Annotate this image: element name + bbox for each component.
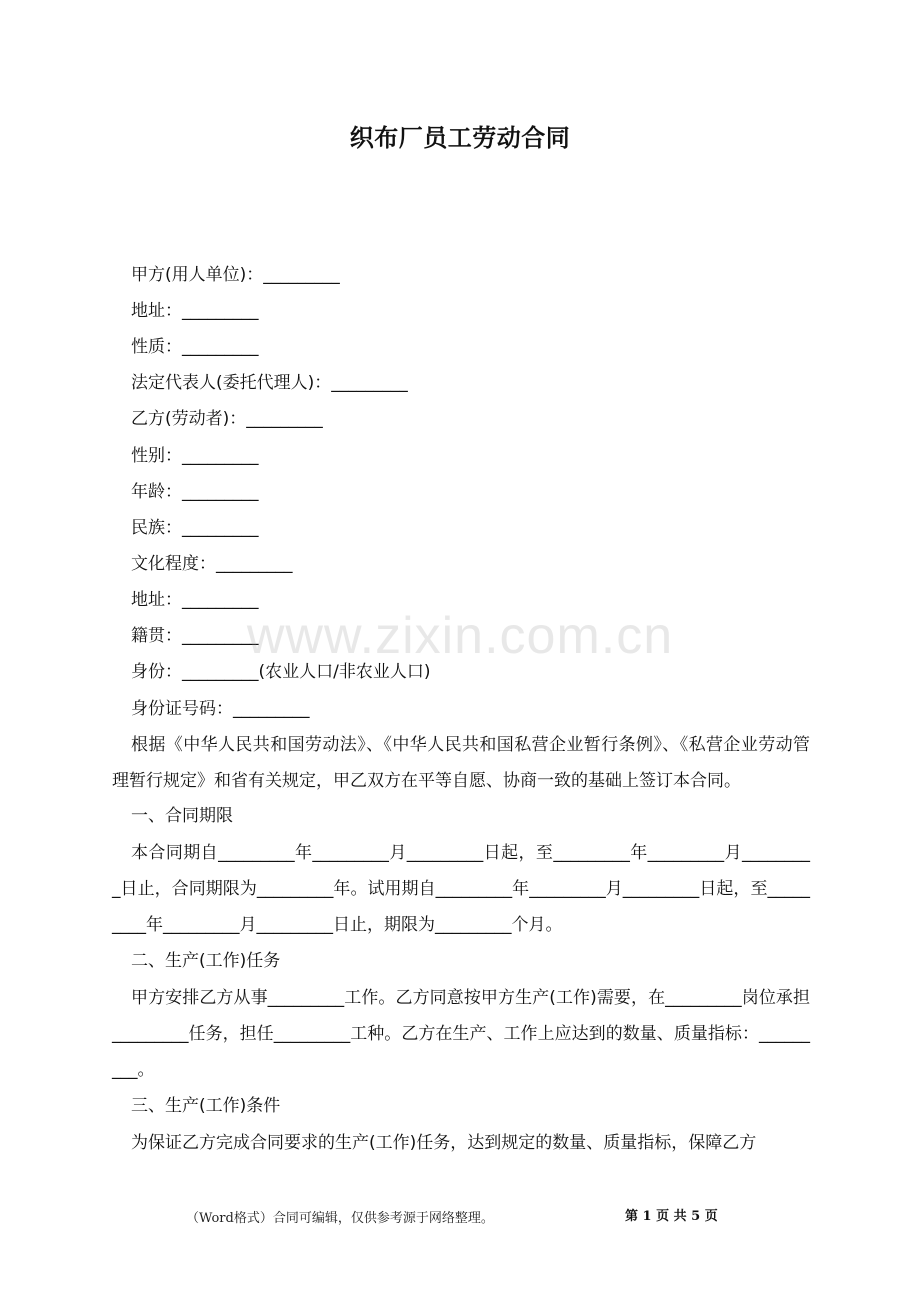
watermark: www.zixin.com.cn — [246, 607, 674, 665]
field-address-b: 地址：_________ — [131, 590, 259, 610]
field-party-a: 甲方(用人单位)：_________ — [131, 265, 340, 285]
preamble-paragraph: 根据《中华人民共和国劳动法》、《中华人民共和国私营企业暂行条例》、《私营企业劳动管理暂行规定》和省有关规定，甲乙双方在平等自愿、协商一致的基础上签订本合同。 — [112, 735, 810, 791]
field-party-b: 乙方(劳动者)：_________ — [131, 409, 323, 429]
section-1-body: 本合同期自_________年_________月_________日起，至_________年_________月_________日止，合同期限为_________年。试用期自_________年_________月_________日起，至_________年_________月_________日止，期限为_________个月。 — [112, 843, 810, 935]
field-id-number: 身份证号码：_________ — [131, 699, 310, 719]
page-number: 第 1 页 共 5 页 — [625, 1209, 718, 1224]
field-native-place: 籍贯：_________ — [131, 626, 259, 646]
field-legal-representative: 法定代表人(委托代理人)：_________ — [131, 373, 408, 393]
section-2-body: 甲方安排乙方从事_________工作。乙方同意按甲方生产(工作)需要，在_________岗位承担_________任务，担任_________工种。乙方在生产、工作上应达到的数量、质量指标：_________。 — [112, 988, 810, 1080]
document-title: 织布厂员工劳动合同 — [349, 124, 571, 152]
field-gender: 性别：_________ — [131, 446, 259, 466]
field-address-a: 地址：_________ — [131, 301, 259, 321]
field-age: 年龄：_________ — [131, 482, 259, 502]
section-3-heading: 三、生产(工作)条件 — [131, 1096, 281, 1116]
field-identity: 身份：_________(农业人口/非农业人口) — [131, 662, 431, 682]
field-ethnicity: 民族：_________ — [131, 518, 259, 538]
section-1-heading: 一、合同期限 — [131, 806, 233, 826]
field-nature: 性质：_________ — [131, 337, 259, 357]
field-education: 文化程度：_________ — [131, 554, 293, 574]
footer-note: （Word格式）合同可编辑，仅供参考源于网络整理。 — [186, 1211, 494, 1226]
section-3-body: 为保证乙方完成合同要求的生产(工作)任务，达到规定的数量、质量指标，保障乙方 — [131, 1133, 757, 1153]
section-2-heading: 二、生产(工作)任务 — [131, 951, 281, 971]
